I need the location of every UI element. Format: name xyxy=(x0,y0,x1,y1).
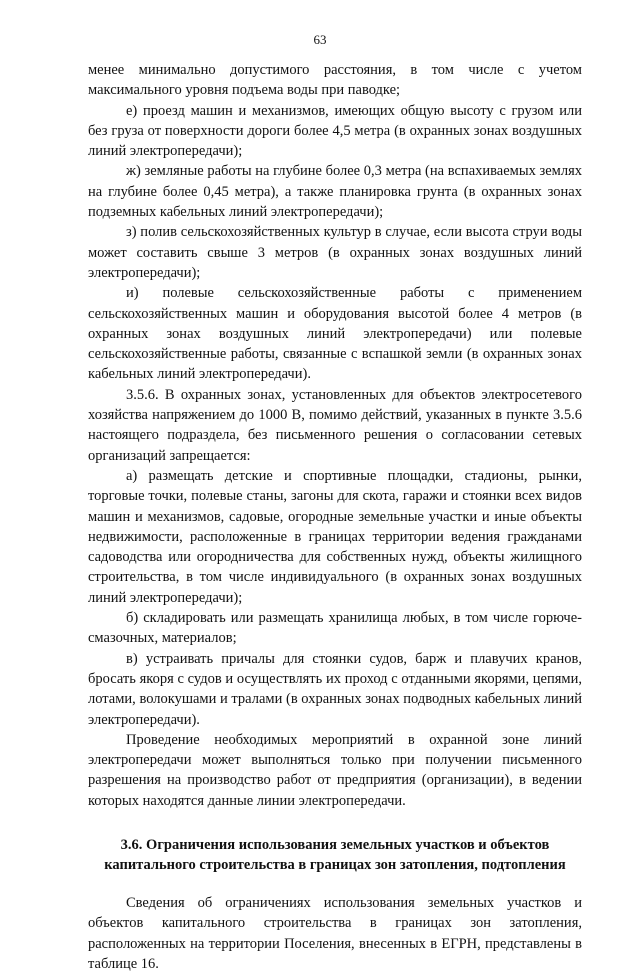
closing-paragraph: Сведения об ограничениях использования земельных участков и объектов капитального строительства в границах зон затопления, расположенных на территории Поселения, внесенных в ЕГРН, представлены в таблице 16. xyxy=(88,894,582,972)
body-paragraph: б) складировать или размещать хранилища любых, в том числе горюче-смазочных, материалов; xyxy=(88,610,582,647)
body-paragraph: в) устраивать причалы для стоянки судов, барж и плавучих кранов, бросать якоря с судов и осуществлять их проход с отданными якорями, цепями, лотами, волокушами и тралами (в охранных зонах подводных кабельных линий электропередачи). xyxy=(88,650,582,728)
body-paragraph: Проведение необходимых мероприятий в охранной зоне линий электропередачи может выполняться только при получении письменного разрешения на производство работ от предприятия (организации), в ведении которых находятся данные линии электропередачи. xyxy=(88,731,582,809)
body-paragraph: и) полевые сельскохозяйственные работы с применением сельскохозяйственных машин и оборудования высотой более 4 метров (в охранных зонах воздушных линий электропередачи) или полевые сельскохозяйственные работы, связанные с вспашкой земли (в охранных зонах кабельных линий электропередачи). xyxy=(88,285,582,383)
body-paragraph: ж) земляные работы на глубине более 0,3 метра (на вспахиваемых землях на глубине более 0,45 метра), а также планировка грунта (в охранных зонах подземных кабельных линий электропередачи); xyxy=(88,163,582,221)
document-body xyxy=(88,60,582,974)
body-paragraph: а) размещать детские и спортивные площадки, стадионы, рынки, торговые точки, полевые станы, загоны для скота, гаражи и стоянки всех видов машин и механизмов, садовые, огородные земельные участки и иные объекты недвижимости, расположенные в границах территории ведения гражданами садоводства или огородничества для собственных нужд, объекты жилищного строительства, в том числе индивидуального (в охранных зонах воздушных линий электропередачи); xyxy=(88,467,582,606)
section-heading: 3.6. Ограничения использования земельных участков и объектов капитального строительства в границах зон затопления, подтопления xyxy=(104,836,566,873)
body-paragraph: 3.5.6. В охранных зонах, установленных для объектов электросетевого хозяйства напряжением до 1000 В, помимо действий, указанных в пункте 3.5.6 настоящего подраздела, без письменного решения о согласовании сетевых организаций запрещается: xyxy=(88,386,582,464)
page-number: 63 xyxy=(313,32,327,47)
body-paragraph: з) полив сельскохозяйственных культур в случае, если высота струи воды может составить свыше 3 метров (в охранных зонах воздушных линий электропередачи); xyxy=(88,224,582,281)
body-paragraph: е) проезд машин и механизмов, имеющих общую высоту с грузом или без груза от поверхности дороги более 4,5 метра (в охранных зонах воздушных линий электропередачи); xyxy=(88,102,582,160)
body-paragraph: менее минимально допустимого расстояния, в том числе с учетом максимального уровня подъема воды при паводке; xyxy=(88,62,582,99)
